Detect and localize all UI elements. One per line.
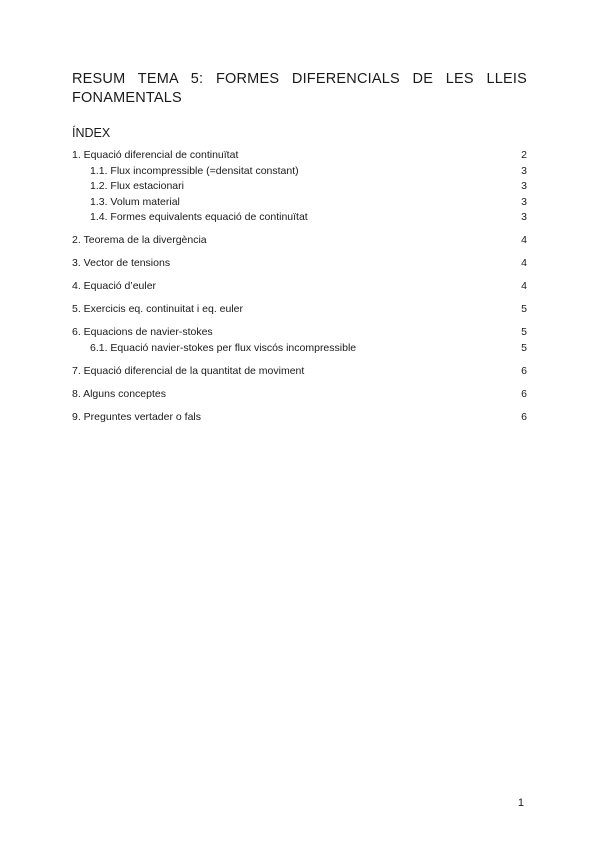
- toc-entry-page-number: 3: [521, 211, 527, 223]
- toc-entry-label: 1.3. Volum material: [90, 195, 180, 208]
- toc-entry-label: 5. Exercicis eq. continuitat i eq. euler: [72, 303, 244, 315]
- toc-entry-page-number: 5: [521, 341, 527, 354]
- toc-entry[interactable]: [72, 325, 527, 341]
- toc-entry[interactable]: [72, 410, 527, 426]
- toc-entry-page-number: 6: [521, 410, 527, 423]
- document-title: RESUM TEMA 5: FORMES DIFERENCIALS DE LES LLEIS FONAMENTALS: [72, 71, 527, 106]
- table-of-contents: [72, 148, 527, 425]
- toc-heading: ÍNDEX: [72, 126, 111, 140]
- toc-subentry[interactable]: [72, 164, 527, 180]
- toc-entry[interactable]: [72, 279, 527, 295]
- toc-entry-label: 1.2. Flux estacionari: [90, 180, 184, 192]
- toc-entry[interactable]: [72, 364, 527, 380]
- toc-entry[interactable]: [72, 233, 527, 249]
- toc-entry-label: 1.4. Formes equivalents equació de continuïtat: [90, 211, 308, 223]
- toc-entry-label: 9. Preguntes vertader o fals: [72, 410, 201, 423]
- toc-entry-label: 1.1. Flux incompressible (=densitat constant): [90, 164, 299, 177]
- toc-entry-label: 7. Equació diferencial de la quantitat de moviment: [72, 364, 305, 377]
- toc-entry-page-number: 3: [521, 180, 527, 192]
- toc-entry-label: 3. Vector de tensions: [72, 257, 171, 269]
- toc-subentry[interactable]: [72, 179, 527, 195]
- toc-entry-label: 2. Teorema de la divergència: [72, 234, 207, 246]
- toc-entry-page-number: 3: [521, 164, 527, 177]
- toc-entry-label: 8. Alguns conceptes: [72, 387, 166, 400]
- page-number: 1: [517, 797, 524, 809]
- toc-entry-page-number: 3: [521, 195, 527, 208]
- toc-entry-page-number: 6: [521, 387, 527, 400]
- toc-entry-label: 1. Equació diferencial de continuïtat: [72, 149, 239, 161]
- toc-entry[interactable]: [72, 302, 527, 318]
- toc-entry-page-number: 5: [521, 303, 527, 315]
- toc-entry-label: 6. Equacions de navier-stokes: [72, 326, 213, 338]
- toc-entry[interactable]: [72, 387, 527, 403]
- toc-subentry[interactable]: [72, 341, 527, 357]
- toc-entry[interactable]: [72, 148, 527, 164]
- toc-subentry[interactable]: [72, 210, 527, 226]
- toc-entry[interactable]: [72, 256, 527, 272]
- toc-entry-page-number: 5: [521, 326, 527, 338]
- toc-entry-page-number: 4: [521, 280, 527, 292]
- toc-entry-page-number: 4: [521, 234, 527, 246]
- toc-entry-page-number: 6: [521, 364, 527, 377]
- toc-entry-label: 6.1. Equació navier-stokes per flux viscós incompressible: [90, 341, 357, 354]
- toc-entry-label: 4. Equació d’euler: [72, 280, 157, 292]
- toc-subentry[interactable]: [72, 195, 527, 211]
- toc-entry-page-number: 2: [521, 149, 527, 161]
- toc-entry-page-number: 4: [521, 257, 527, 269]
